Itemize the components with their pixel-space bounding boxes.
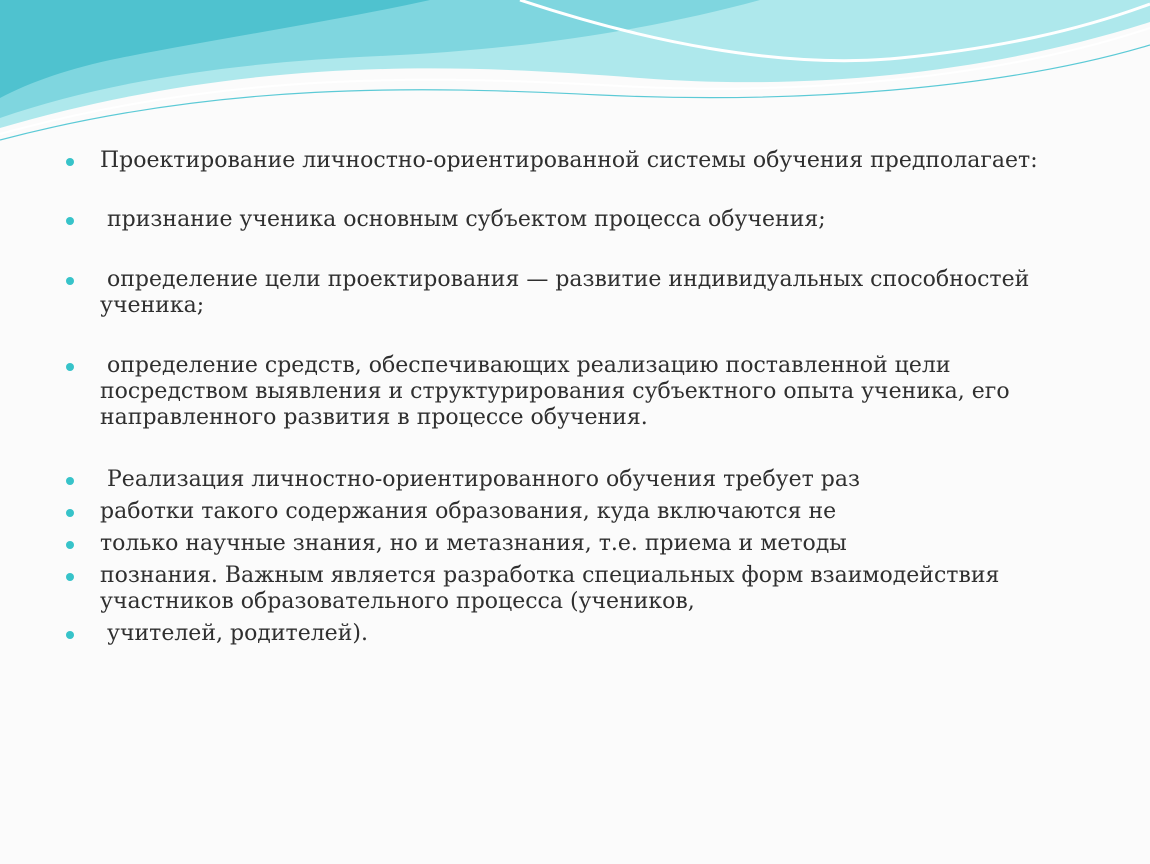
list-item: [66, 621, 1066, 647]
list-item: [66, 353, 1066, 431]
bullet-icon: [66, 541, 74, 549]
list-item: [66, 267, 1066, 319]
bullet-icon: [66, 573, 74, 581]
list-item-text: Реализация личностно-ориентированного обучения требует раз: [100, 467, 861, 492]
list-item-text: посредством выявления и структурирования субъектного опыта ученика, его: [100, 379, 1010, 404]
bullet-icon: [66, 509, 74, 517]
list-item: [66, 499, 1066, 525]
list-item: [66, 207, 1066, 233]
bullet-icon: [66, 477, 74, 485]
list-item-text: ученика;: [100, 293, 205, 318]
bullet-icon: [66, 217, 74, 225]
bullet-icon: [66, 631, 74, 639]
list-item-text: Проектирование личностно-ориентированной системы обучения предполагает:: [100, 148, 1038, 173]
list-item: [66, 148, 1066, 174]
list-item-text: работки такого содержания образования, куда включаются не: [100, 499, 837, 524]
list-item-text: направленного развития в процессе обучения.: [100, 405, 648, 430]
list-item-text: участников образовательного процесса (учеников,: [100, 589, 695, 614]
list-item-text: признание ученика основным субъектом процесса обучения;: [100, 207, 826, 232]
list-item: [66, 563, 1066, 615]
list-item-text: только научные знания, но и метазнания, т.е. приема и методы: [100, 531, 847, 556]
list-item: [66, 531, 1066, 557]
list-item-text: определение средств, обеспечивающих реализацию поставленной цели: [100, 353, 951, 378]
header-wave-decoration: [0, 0, 1150, 150]
bullet-icon: [66, 277, 74, 285]
bullet-list: [66, 142, 1066, 647]
bullet-icon: [66, 158, 74, 166]
list-item-text: познания. Важным является разработка специальных форм взаимодействия: [100, 563, 1000, 588]
list-item-text: учителей, родителей).: [100, 621, 368, 646]
bullet-icon: [66, 363, 74, 371]
list-item-text: определение цели проектирования — развитие индивидуальных способностей: [100, 267, 1030, 292]
list-item: [66, 467, 1066, 493]
